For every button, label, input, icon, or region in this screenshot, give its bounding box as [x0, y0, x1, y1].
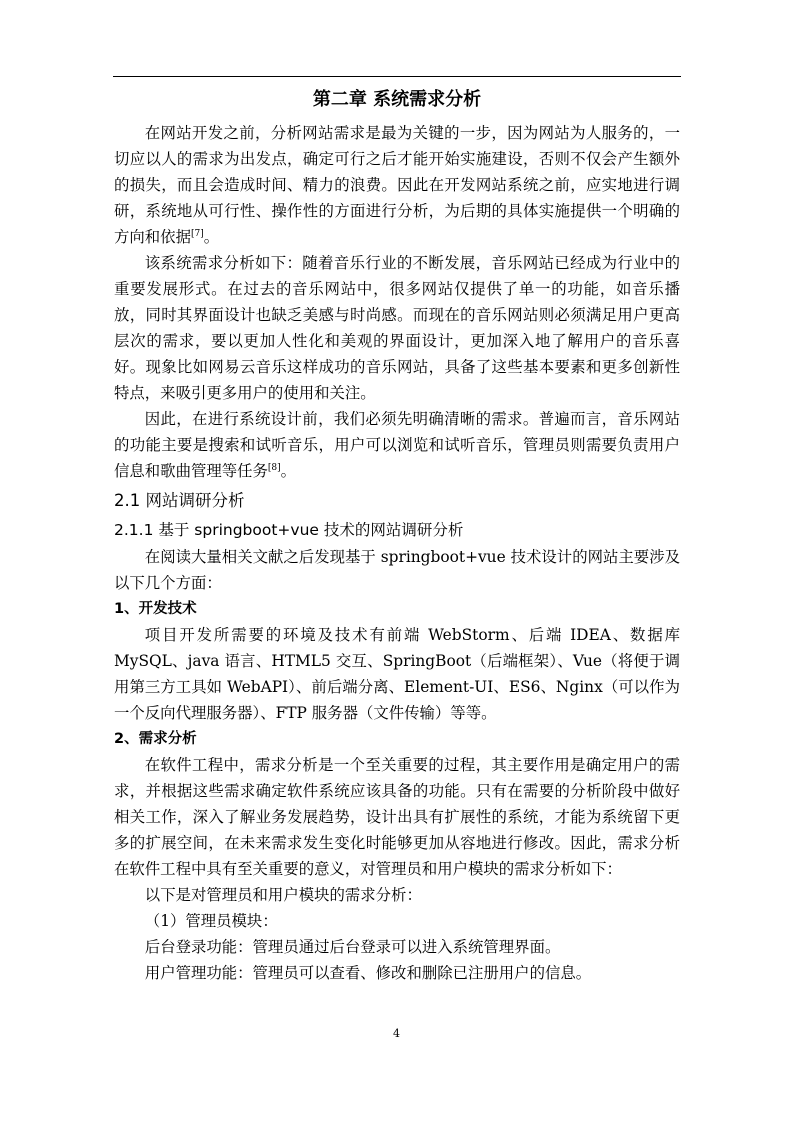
item-1-paragraph: 项目开发所需要的环境及技术有前端 WebStorm、后端 IDEA、数据库 MySQL、java 语言、HTML5 交互、SpringBoot（后端框架）、Vue（将便于调用第三方工具如 WebAPI）、前后端分离、Element-UI、ES6、Nginx（可以作为一个反向代理服务器）、FTP 服务器（文件传输）等等。 [114, 626, 680, 722]
citation-8: [8] [267, 462, 281, 473]
intro-paragraph-1-tail: 。 [203, 228, 220, 246]
intro-paragraph-1 [114, 120, 680, 250]
item-1-heading: 1、开发技术 [114, 601, 197, 617]
intro-paragraph-3-tail: 。 [280, 462, 297, 480]
intro-paragraph-3 [114, 406, 680, 484]
section-2-1-1-paragraph: 在阅读大量相关文献之后发现基于 springboot+vue 技术设计的网站主要涉及以下几个方面： [114, 548, 680, 592]
section-heading-2-1: 2.1 网站调研分析 [114, 491, 245, 510]
intro-paragraph-2: 该系统需求分析如下：随着音乐行业的不断发展，音乐网站已经成为行业中的重要发展形式。在过去的音乐网站中，很多网站仅提供了单一的功能，如音乐播放，同时其界面设计也缺乏美感与时尚感。而现在的音乐网站则必须满足用户更高层次的需求，要以更加人性化和美观的界面设计，更加深入地了解用户的音乐喜好。现象比如网易云音乐这样成功的音乐网站，具备了这些基本要素和更多创新性特点，来吸引更多用户的使用和关注。 [114, 254, 680, 402]
header-rule [113, 76, 681, 77]
intro-paragraph-3-text: 因此，在进行系统设计前，我们必须先明确清晰的需求。普遍而言，音乐网站的功能主要是搜索和试听音乐，用户可以浏览和试听音乐，管理员则需要负责用户信息和歌曲管理等任务 [114, 410, 680, 480]
admin-users-feature: 用户管理功能：管理员可以查看、修改和删除已注册用户的信息。 [144, 964, 592, 982]
page-content [114, 86, 680, 986]
admin-login-feature: 后台登录功能：管理员通过后台登录可以进入系统管理界面。 [144, 938, 561, 956]
page-number: 4 [393, 1027, 400, 1040]
item-2-intro: 以下是对管理员和用户模块的需求分析： [144, 886, 422, 904]
section-heading-2-1-1: 2.1.1 基于 springboot+vue 技术的网站调研分析 [114, 521, 464, 539]
citation-7: [7] [190, 228, 204, 239]
item-2-heading: 2、需求分析 [114, 731, 197, 747]
intro-paragraph-1-text: 在网站开发之前，分析网站需求是最为关键的一步，因为网站为人服务的，一切应以人的需求为出发点，确定可行之后才能开始实施建设，否则不仅会产生额外的损失，而且会造成时间、精力的浪费。因此在开发网站系统之前，应实地进行调研，系统地从可行性、操作性的方面进行分析，为后期的具体实施提供一个明确的方向和依据 [114, 124, 680, 246]
admin-module-heading: （1）管理员模块： [144, 912, 278, 930]
chapter-title: 第二章 系统需求分析 [312, 89, 482, 110]
item-2-paragraph: 在软件工程中，需求分析是一个至关重要的过程，其主要作用是确定用户的需求，并根据这些需求确定软件系统应该具备的功能。只有在需要的分析阶段中做好相关工作，深入了解业务发展趋势，设计出具有扩展性的系统，才能为系统留下更多的扩展空间，在未来需求发生变化时能够更加从容地进行修改。因此，需求分析在软件工程中具有至关重要的意义，对管理员和用户模块的需求分析如下： [114, 756, 680, 878]
